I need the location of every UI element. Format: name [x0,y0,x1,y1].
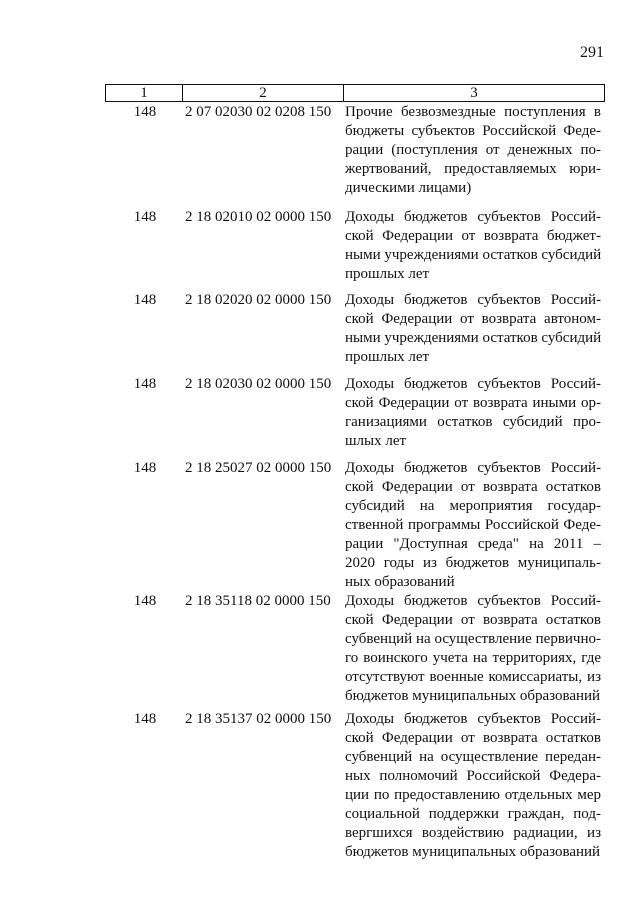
description-line: шлых лет [345,433,407,449]
row-budget-code: 2 07 02030 02 0208 150 [185,104,332,120]
description-line: ганизациями остатков субсидий про- [345,414,601,430]
description-line: 2020 годы из бюджетов муниципаль- [345,555,601,571]
description-line: дическими лицами) [345,180,472,196]
description-line: ской Федерации от возврата бюджет- [345,228,601,244]
description-line: рации "Доступная среда" на 2011 – [345,536,601,552]
description-line: Доходы бюджетов субъектов Россий- [345,460,601,476]
column-header-3: 3 [344,85,605,102]
description-line: го воинского учета на территориях, где [345,650,601,666]
page-number: 291 [580,44,604,61]
description-line: рации (поступления от денежных по- [345,142,601,158]
column-header-table [105,84,605,102]
description-line: ными учреждениями остатков субсидий [345,247,602,263]
description-line: Доходы бюджетов субъектов Россий- [345,209,601,225]
description-line: Доходы бюджетов субъектов Россий- [345,292,601,308]
column-header-1: 1 [106,85,183,102]
description-line: ской Федерации от возврата иными ор- [345,395,601,411]
column-header-row [106,85,605,102]
column-header-2: 2 [183,85,344,102]
description-line: прошлых лет [345,266,430,282]
row-description [345,710,601,862]
row-budget-code: 2 18 02010 02 0000 150 [185,209,332,225]
description-line: бюджетов муниципальных образований [345,844,601,860]
description-line: субвенций на осуществление передан- [345,749,601,765]
row-budget-code: 2 18 02030 02 0000 150 [185,376,332,392]
description-line: ных образований [345,574,455,590]
row-description [345,459,601,592]
description-line: жертвований, предоставляемых юри- [345,161,601,177]
row-budget-code: 2 18 25027 02 0000 150 [185,460,332,476]
description-line: социальной поддержки граждан, под- [345,806,601,822]
row-admin-code: 148 [133,292,157,308]
description-line: Доходы бюджетов субъектов Россий- [345,593,601,609]
row-description [345,291,601,367]
row-admin-code: 148 [133,593,157,609]
row-description [345,208,601,284]
description-line: Доходы бюджетов субъектов Россий- [345,376,601,392]
description-line: Доходы бюджетов субъектов Россий- [345,711,601,727]
description-line: субвенций на осуществление первично- [345,631,601,647]
description-line: ных полномочий Российской Федера- [345,768,601,784]
description-line: бюджеты субъектов Российской Феде- [345,123,601,139]
description-line: вергшихся воздействию радиации, из [345,825,601,841]
row-budget-code: 2 18 35118 02 0000 150 [185,593,331,609]
description-line: отсутствуют военные комиссариаты, из [345,669,601,685]
row-admin-code: 148 [133,711,157,727]
description-line: ской Федерации от возврата автоном- [345,311,601,327]
description-line: ской Федерации от возврата остатков [345,479,601,495]
row-budget-code: 2 18 35137 02 0000 150 [185,711,332,727]
description-line: ской Федерации от возврата остатков [345,612,601,628]
row-budget-code: 2 18 02020 02 0000 150 [185,292,332,308]
row-admin-code: 148 [133,376,157,392]
description-line: прошлых лет [345,349,430,365]
row-admin-code: 148 [133,104,157,120]
description-line: ции по предоставлению отдельных мер [345,787,601,803]
row-description [345,592,601,706]
row-description [345,103,601,198]
description-line: ской Федерации от возврата остатков [345,730,601,746]
description-line: субсидий на мероприятия государ- [345,498,601,514]
description-line: ными учреждениями остатков субсидий [345,330,602,346]
description-line: ственной программы Российской Феде- [345,517,601,533]
row-admin-code: 148 [133,209,157,225]
description-line: бюджетов муниципальных образований [345,688,601,704]
description-line: Прочие безвозмездные поступления в [345,104,601,120]
row-description [345,375,601,451]
row-admin-code: 148 [133,460,157,476]
